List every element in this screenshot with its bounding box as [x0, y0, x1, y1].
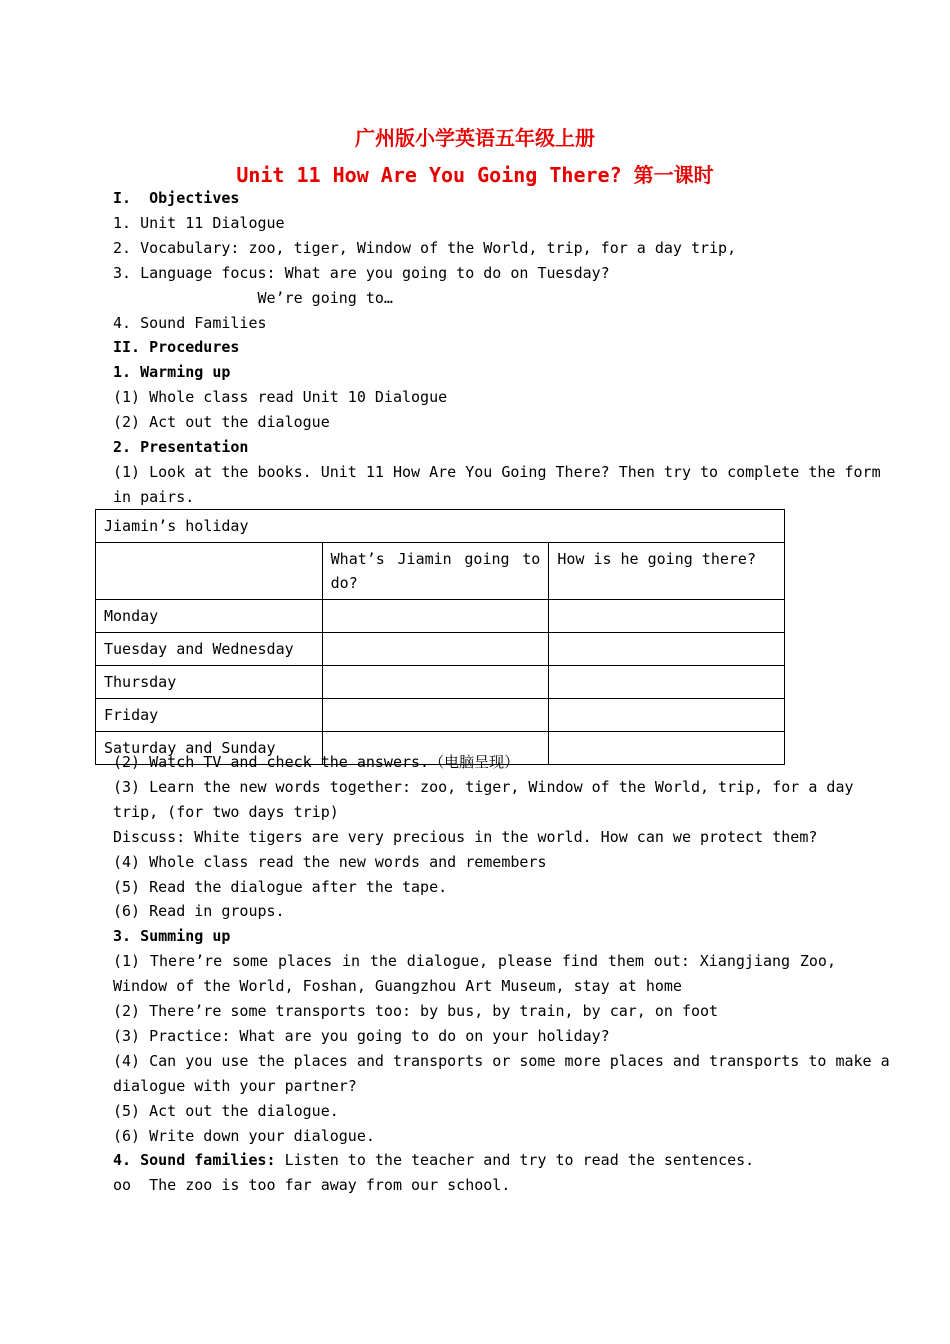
table-cell-transport [549, 666, 785, 699]
text-line: We’re going to… [113, 288, 393, 307]
text-line: (2) Watch TV and check the answers.（电脑呈现） [113, 753, 520, 771]
text-line: (4) Can you use the places and transports or some more places and transports to make a [113, 1051, 890, 1070]
text-line: in pairs. [113, 487, 195, 506]
table-cell-day: Thursday [96, 666, 323, 699]
text-line: (2) There’re some transports too: by bus, by train, by car, on foot [113, 1002, 719, 1020]
table-cell-activity [322, 666, 549, 699]
text-line: (1) Look at the books. Unit 11 How Are You Going There? Then try to complete the form [113, 462, 881, 481]
table-header-cell [96, 543, 323, 600]
table-cell-activity [322, 600, 549, 633]
text-line: (1) There’re some places in the dialogue, please find them out: Xiangjiang Zoo, [113, 952, 836, 971]
text-line: (5) Read the dialogue after the tape. [113, 877, 448, 896]
table-cell-transport [549, 699, 785, 732]
text-line: (3) Practice: What are you going to do on your holiday? [113, 1026, 610, 1045]
table-cell-day: Monday [96, 600, 323, 633]
text-line: (5) Act out the dialogue. [113, 1101, 339, 1120]
table-caption-row [96, 510, 785, 543]
table-row [96, 666, 785, 699]
table-cell-transport [549, 732, 785, 765]
text-line: (4) Whole class read the new words and remembers [113, 852, 547, 871]
text-line: Discuss: White tigers are very precious in the world. How can we protect them? [113, 827, 818, 846]
table-row [96, 600, 785, 633]
text-line: 2. Vocabulary: zoo, tiger, Window of the World, trip, for a day trip, [113, 238, 737, 257]
text-line: I. Objectives [113, 189, 240, 207]
line-text: Listen to the teacher and try to read the sentences. [275, 1151, 755, 1170]
text-line: 1. Warming up [113, 363, 231, 382]
text-line: 3. Summing up [113, 927, 231, 946]
table-cell-day: Saturday and Sunday [96, 732, 323, 765]
text-line: oo The zoo is too far away from our school. [113, 1176, 511, 1195]
table-caption: Jiamin’s holiday [96, 510, 785, 543]
table-header-cell: How is he going there? [549, 543, 785, 600]
table-cell-transport [549, 633, 785, 666]
text-line [113, 1151, 754, 1169]
text-line: 1. Unit 11 Dialogue [113, 213, 285, 232]
text-line: Window of the World, Foshan, Guangzhou Art Museum, stay at home [113, 977, 682, 996]
text-line: trip, (for two days trip) [113, 802, 339, 821]
table-header-cell: What’s Jiamin going to do? [322, 543, 549, 600]
text-line: (3) Learn the new words together: zoo, tiger, Window of the World, trip, for a day [113, 777, 854, 796]
table-cell-activity [322, 633, 549, 666]
text-line: 2. Presentation [113, 438, 249, 456]
holiday-form-table [95, 509, 785, 765]
section-heading: 4. Sound families: [113, 1151, 276, 1170]
text-line: II. Procedures [113, 338, 240, 357]
table-row [96, 633, 785, 666]
text-line: (6) Read in groups. [113, 902, 285, 921]
text-line: (2) Act out the dialogue [113, 413, 330, 432]
table-cell-day: Friday [96, 699, 323, 732]
text-line: 4. Sound Families [113, 313, 267, 332]
table-cell-transport [549, 600, 785, 633]
table-row [96, 699, 785, 732]
text-line: dialogue with your partner? [113, 1076, 357, 1095]
text-line: (1) Whole class read Unit 10 Dialogue [113, 388, 448, 407]
document-title: 广州版小学英语五年级上册 [355, 126, 595, 150]
text-line: (6) Write down your dialogue. [113, 1126, 375, 1145]
text-line: 3. Language focus: What are you going to do on Tuesday? [113, 263, 610, 282]
table-cell-activity [322, 699, 549, 732]
unit-title: Unit 11 How Are You Going There? 第一课时 [236, 163, 714, 187]
table-header-row [96, 543, 785, 600]
table-cell-day: Tuesday and Wednesday [96, 633, 323, 666]
